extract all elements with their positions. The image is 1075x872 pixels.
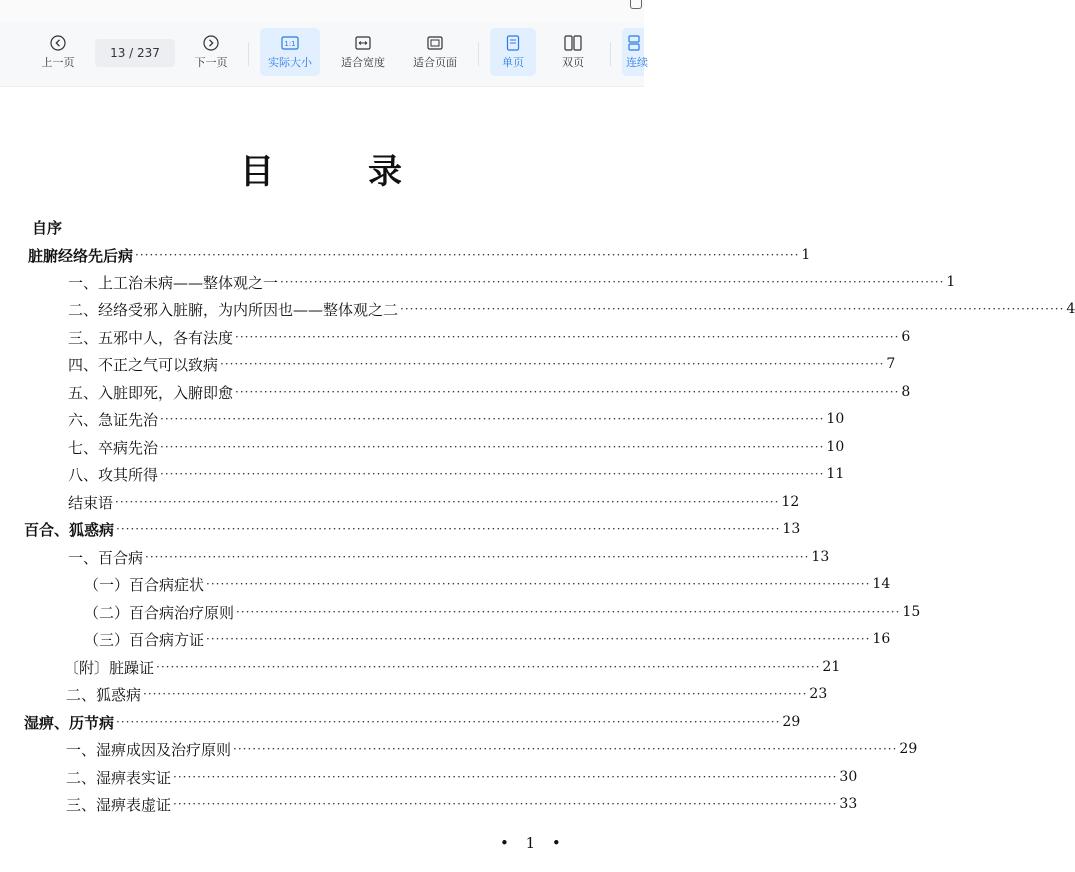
- toc-entry-text: 三、五邪中人，各有法度: [68, 328, 234, 347]
- toc-entry-text: 一、湿痹成因及治疗原则: [66, 740, 232, 759]
- toc-leader-dots: [116, 715, 780, 729]
- page-number: • 1 •: [500, 834, 567, 852]
- toc-entry[interactable]: [68, 351, 896, 377]
- toc-entry-page: 23: [809, 686, 828, 702]
- toc-entry-page: 11: [826, 466, 845, 482]
- toc-entry-page: 14: [872, 576, 891, 592]
- toc-entry[interactable]: [24, 516, 801, 542]
- toc-entry-page: 13: [811, 549, 830, 565]
- toc-entry-page: 12: [781, 494, 800, 510]
- toc-entry[interactable]: [32, 214, 592, 240]
- toc-entry-text: （一）百合病症状: [84, 575, 205, 594]
- toc-entry[interactable]: [66, 791, 858, 817]
- one-to-one-icon: [282, 35, 298, 51]
- toc-entry-page: 29: [899, 741, 918, 757]
- window-top-strip: [0, 0, 644, 22]
- window-corner-icon[interactable]: [630, 0, 642, 9]
- toc-entry-text: 一、百合病: [68, 548, 144, 567]
- chevron-left-circle-icon: [50, 35, 66, 51]
- toc-entry[interactable]: [84, 571, 891, 597]
- fit-page-label: 适合页面: [413, 55, 457, 69]
- prev-page-label: 上一页: [41, 55, 75, 69]
- double-page-icon: [565, 35, 581, 51]
- continuous-icon: [626, 35, 642, 51]
- actual-size-label: 实际大小: [268, 55, 312, 69]
- chevron-right-circle-icon: [203, 35, 219, 51]
- continuous-label: 连续: [626, 55, 648, 69]
- toc-entry[interactable]: [68, 544, 830, 570]
- prev-page-button[interactable]: [30, 28, 86, 76]
- double-page-button[interactable]: [550, 28, 596, 76]
- single-page-button[interactable]: [490, 28, 536, 76]
- toc-entry-text: 〔附〕脏躁证: [64, 658, 155, 677]
- fit-width-icon: [355, 35, 371, 51]
- page-indicator-input[interactable]: 13 / 237: [95, 39, 175, 67]
- toc-entry-page: 13: [782, 521, 801, 537]
- toc-leader-dots: [400, 302, 1064, 316]
- document-page: [0, 86, 1075, 872]
- title-char-left: 目: [240, 152, 276, 192]
- toc-entry-text: 二、湿痹表实证: [66, 768, 172, 787]
- toc-entry[interactable]: [66, 736, 918, 762]
- toc-leader-dots: [160, 412, 824, 426]
- toc-leader-dots: [206, 632, 870, 646]
- toc-leader-dots: [116, 522, 780, 536]
- viewer-toolbar: [0, 22, 648, 87]
- toc-entry-text: 自序: [32, 218, 63, 237]
- next-page-button[interactable]: [183, 28, 239, 76]
- toc-entry-page: 15: [902, 604, 921, 620]
- toc-leader-dots: [143, 687, 807, 701]
- toc-leader-dots: [220, 357, 884, 371]
- toc-leader-dots: [135, 248, 799, 262]
- next-page-label: 下一页: [194, 55, 228, 69]
- single-page-icon: [505, 35, 521, 51]
- toc-entry-text: 二、经络受邪入脏腑，为内所因也——整体观之二: [68, 300, 399, 319]
- toc-entry-text: 二、狐惑病: [66, 685, 142, 704]
- page-title: [0, 144, 644, 193]
- toc-entry-text: 八、攻其所得: [68, 465, 159, 484]
- continuous-button[interactable]: [622, 28, 648, 76]
- toc-entry[interactable]: [28, 242, 811, 268]
- toc-entry[interactable]: [68, 461, 845, 487]
- toc-entry[interactable]: [68, 324, 911, 350]
- toc-entry-page: 30: [839, 769, 858, 785]
- toc-leader-dots: [156, 660, 820, 674]
- toc-leader-dots: [235, 330, 899, 344]
- toc-leader-dots: [160, 440, 824, 454]
- toc-entry[interactable]: [68, 379, 911, 405]
- toc-leader-dots: [236, 605, 900, 619]
- toc-entry-page: 10: [826, 411, 845, 427]
- fit-width-label: 适合宽度: [341, 55, 385, 69]
- toc-leader-dots: [115, 495, 779, 509]
- toc-leader-dots: [280, 275, 944, 289]
- toc-entry-page: 6: [901, 329, 911, 345]
- toc-entry[interactable]: [68, 296, 1075, 322]
- toc-entry-page: 1: [946, 274, 956, 290]
- toc-entry-text: （二）百合病治疗原则: [84, 603, 235, 622]
- toc-entry-text: 五、入脏即死，入腑即愈: [68, 383, 234, 402]
- double-page-label: 双页: [562, 55, 584, 69]
- toc-entry-text: 结束语: [68, 493, 114, 512]
- single-page-label: 单页: [502, 55, 524, 69]
- toc-leader-dots: [173, 770, 837, 784]
- toc-entry-text: 一、上工治未病——整体观之一: [68, 273, 279, 292]
- toc-entry[interactable]: [66, 764, 858, 790]
- title-char-right: 录: [368, 152, 404, 192]
- toc-entry-text: 四、不正之气可以致病: [68, 355, 219, 374]
- toc-entry-text: 七、卒病先治: [68, 438, 159, 457]
- toc-entry[interactable]: [24, 709, 801, 735]
- toc-leader-dots: [235, 385, 899, 399]
- fit-width-button[interactable]: [333, 28, 393, 76]
- toc-entry-page: 4: [1066, 301, 1075, 317]
- toc-entry-page: 29: [782, 714, 801, 730]
- toc-entry-text: 脏腑经络先后病: [28, 246, 134, 265]
- fit-page-icon: [427, 35, 443, 51]
- toc-entry-text: 三、湿痹表虚证: [66, 795, 172, 814]
- toc-entry[interactable]: [68, 269, 956, 295]
- toc-entry-page: 33: [839, 796, 858, 812]
- toc-entry-text: 六、急证先治: [68, 410, 159, 429]
- toc-entry-text: 百合、狐惑病: [24, 520, 115, 539]
- toc-entry-text: （三）百合病方证: [84, 630, 205, 649]
- toc-entry[interactable]: [68, 489, 800, 515]
- toc-entry-page: 16: [872, 631, 891, 647]
- toc-entry[interactable]: [66, 681, 828, 707]
- toolbar-divider: [610, 42, 611, 66]
- toolbar-divider: [478, 42, 479, 66]
- fit-page-button[interactable]: [404, 28, 466, 76]
- toc-entry-page: 21: [822, 659, 841, 675]
- toc-entry[interactable]: [84, 626, 891, 652]
- toc-leader-dots: [145, 550, 809, 564]
- toolbar-divider: [248, 42, 249, 66]
- toc-entry[interactable]: [84, 599, 921, 625]
- toc-leader-dots: [233, 742, 897, 756]
- toc-leader-dots: [160, 467, 824, 481]
- actual-size-button[interactable]: [260, 28, 320, 76]
- toc-entry[interactable]: [64, 654, 841, 680]
- toc-entry-page: 7: [886, 356, 896, 372]
- toc-entry-page: 10: [826, 439, 845, 455]
- toc-entry-page: 1: [801, 247, 811, 263]
- toc-entry[interactable]: [68, 434, 845, 460]
- toc-leader-dots: [173, 797, 837, 811]
- toc-entry[interactable]: [68, 406, 845, 432]
- toc-entry-page: 8: [901, 384, 911, 400]
- toc-leader-dots: [206, 577, 870, 591]
- toc-entry-text: 湿痹、历节病: [24, 713, 115, 732]
- svg-text:1:1: 1:1: [284, 39, 296, 48]
